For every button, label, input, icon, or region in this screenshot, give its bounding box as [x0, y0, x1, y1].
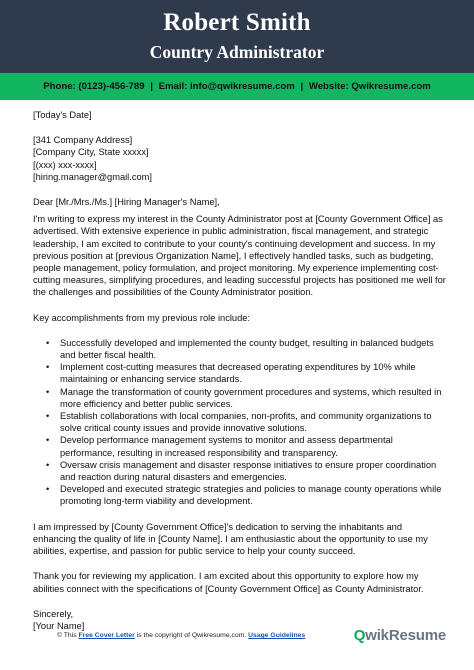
- resume-header: [0, 0, 474, 73]
- list-item: [33, 459, 447, 483]
- list-item: [33, 386, 447, 410]
- signature-name: [Your Name]: [33, 620, 85, 631]
- contact-email[interactable]: Email: info@qwikresume.com: [158, 81, 295, 92]
- bullet-icon: •: [46, 484, 50, 495]
- copyright-icon: ©: [57, 632, 63, 639]
- accomplishments-heading: Key accomplishments from my previous role include:: [33, 312, 251, 323]
- logo-text: wikResume: [365, 627, 446, 644]
- list-item-line: maintaining or enhancing service standards.: [60, 374, 242, 385]
- applicant-name: Robert Smith: [163, 9, 311, 36]
- paragraph-line: people management, policy formulation, and project monitoring. My experience implementing cost-: [33, 263, 439, 274]
- paragraph-line: Thank you for reviewing my application. I am excited about this opportunity to explore how my: [33, 571, 419, 582]
- paragraph-line: I am impressed by [County Government Office]'s dedication to serving the inhabitants and: [33, 521, 403, 532]
- free-cover-letter-link[interactable]: Free Cover Letter: [78, 632, 135, 639]
- address-line: [hiring.manager@gmail.com]: [33, 171, 152, 182]
- bullet-icon: •: [46, 435, 50, 446]
- bullet-icon: •: [46, 459, 50, 470]
- paragraph-line: enhancing the quality of life in [County Name]. I am enthusiastic about the opportunity to use my: [33, 533, 428, 544]
- closing-paragraph: [33, 521, 447, 558]
- footer-text: is the copyright of Qwikresume.com.: [136, 632, 247, 639]
- bullet-icon: •: [46, 337, 50, 348]
- address-line: [Company City, State xxxxx]: [33, 147, 149, 158]
- bullet-icon: •: [46, 386, 50, 397]
- list-item: [33, 337, 447, 361]
- bullet-icon: •: [46, 362, 50, 373]
- intro-paragraph: [33, 213, 447, 298]
- contact-separator: |: [300, 81, 304, 92]
- list-item-line: solve critical county issues and provide innovative solutions.: [60, 423, 308, 434]
- list-item-line: Oversaw crisis management and disaster response initiatives to ensure proper coordination: [60, 459, 437, 470]
- letter-body: [33, 109, 447, 632]
- paragraph-line: previous position at [previous Organization Name], I effectively handled tasks, such as budgeting,: [33, 250, 434, 261]
- list-item-line: Implement cost-cutting measures that decreased operating expenditures by 10% while: [60, 362, 416, 373]
- logo-q: Q: [353, 627, 366, 644]
- list-item: [33, 361, 447, 385]
- salutation: Dear [Mr./Mrs./Ms.] [Hiring Manager's Name],: [33, 197, 220, 208]
- usage-guidelines-link[interactable]: Usage Guidelines: [248, 632, 306, 639]
- list-item: [33, 434, 447, 458]
- list-item-line: more efficiency and better public services.: [60, 398, 233, 409]
- list-item-line: and better fiscal health.: [60, 350, 157, 361]
- contact-phone: Phone: (0123)-456-789: [43, 81, 145, 92]
- paragraph-line: abilities connect with the specifications of [County Government Office] as County Administrator.: [33, 583, 424, 594]
- letter-date: [Today's Date]: [33, 110, 92, 120]
- address-line: [(xxx) xxx-xxxx]: [33, 159, 97, 170]
- list-item-line: Establish collaborations with local companies, non-profits, and community organizations to: [60, 411, 432, 422]
- list-item-line: and reaction during natural disasters and emergencies.: [60, 472, 287, 483]
- paragraph-line: cutting measures, simplifying procedures, and leading successful projects has positioned me well for: [33, 275, 446, 286]
- thanks-paragraph: [33, 570, 447, 594]
- list-item-line: Developed and executed strategic strategies and policies to manage county operations while: [60, 484, 442, 495]
- list-item: [33, 410, 447, 434]
- copyright-notice: [57, 626, 305, 646]
- list-item-line: promoting long-term viability and development.: [60, 496, 253, 507]
- accomplishments-list: [33, 337, 447, 508]
- paragraph-line: I'm writing to express my interest in the County Administrator post at [County Government Office] as: [33, 214, 443, 225]
- page-footer: [0, 626, 474, 646]
- bullet-icon: •: [46, 411, 50, 422]
- recipient-address: [33, 134, 447, 183]
- list-item-line: Successfully developed and implemented the county budget, resulting in balanced budgets: [60, 337, 434, 348]
- list-item: [33, 483, 447, 507]
- qwikresume-logo[interactable]: [354, 626, 446, 646]
- list-item-line: performance, resulting in increased responsibility and transparency.: [60, 447, 338, 458]
- paragraph-line: leadership, I am excited to contribute to your county's continuing development and success. In my: [33, 238, 436, 249]
- footer-text: This: [63, 632, 77, 639]
- contact-website[interactable]: Website: Qwikresume.com: [308, 81, 431, 92]
- contact-separator: |: [150, 81, 153, 92]
- signoff: Sincerely,: [33, 608, 74, 619]
- paragraph-line: the challenges and possibilities of the County Administrator position.: [33, 287, 314, 298]
- paragraph-line: advertised. With extensive experience in public administration, fiscal management, and strategic: [33, 226, 429, 237]
- list-item-line: Develop performance management systems to monitor and assess departmental: [60, 435, 393, 446]
- job-title: Country Administrator: [149, 42, 325, 62]
- list-item-line: Manage the transformation of county government procedures and systems, which resulted in: [60, 386, 442, 397]
- address-line: [341 Company Address]: [33, 135, 133, 146]
- paragraph-line: abilities, expertise, and passion for public service to help your county succeed.: [33, 546, 356, 557]
- contact-bar: [0, 73, 474, 100]
